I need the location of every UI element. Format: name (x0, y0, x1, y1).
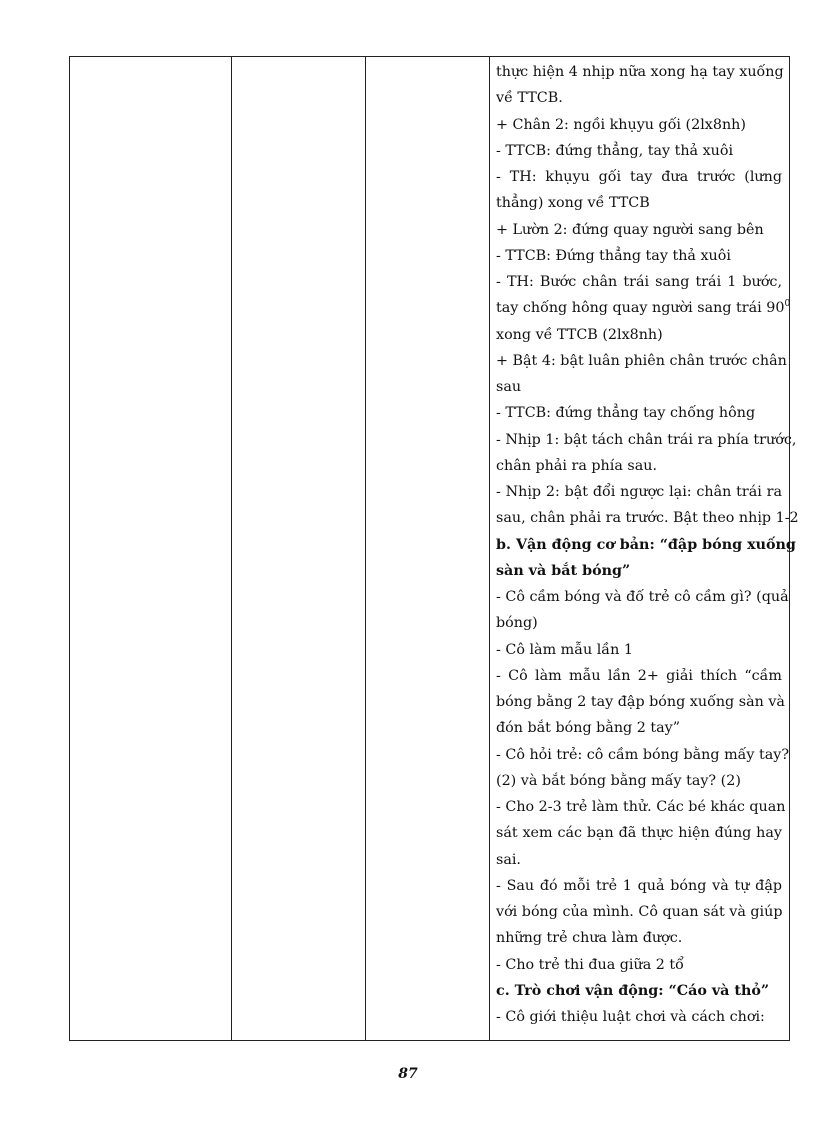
text-line: - Nhịp 2: bật đổi ngược lại: chân trái ra (496, 484, 782, 500)
text-line: - TH: khụyu gối tay đưa trước (lưng (496, 169, 782, 185)
lesson-table (69, 56, 799, 1041)
text-line: + Lườn 2: đứng quay người sang bên (496, 221, 764, 238)
table-row (70, 57, 790, 1041)
text-line: - Cho 2-3 trẻ làm thử. Các bé khác quan (496, 799, 786, 815)
text-line: sai. (496, 851, 521, 868)
text-line: với bóng của mình. Cô quan sát và giúp (496, 904, 783, 920)
text-line: - TH: Bước chân trái sang trái 1 bước, (496, 274, 782, 290)
text-line-part: tay chống hông quay người sang trái 90 (496, 300, 785, 317)
text-line: - TTCB: đứng thẳng, tay thả xuôi (496, 142, 734, 159)
text-line: thẳng) xong về TTCB (496, 195, 650, 212)
text-line: - Cô làm mẫu lần 2+ giải thích “cầm (496, 667, 782, 684)
text-line: bóng) (496, 615, 538, 632)
text-line (496, 295, 791, 321)
text-line: - Nhịp 1: bật tách chân trái ra phía trước, (496, 431, 797, 448)
text-line: + Bật 4: bật luân phiên chân trước chân (496, 352, 787, 369)
text-line: - Cho trẻ thi đua giữa 2 tổ (496, 956, 684, 973)
activity-content-cell (490, 57, 799, 1041)
text-line: xong về TTCB (2lx8nh) (496, 326, 663, 343)
section-heading: c. Trò chơi vận động: “Cáo và thỏ” (496, 982, 770, 999)
text-line: chân phải ra phía sau. (496, 457, 658, 474)
degree-superscript: 0 (784, 299, 791, 310)
text-line: những trẻ chưa làm được. (496, 930, 683, 947)
text-line: bóng bằng 2 tay đập bóng xuống sàn và (496, 694, 785, 710)
section-heading-continued: sàn và bắt bóng” (496, 562, 631, 579)
text-line: - Cô cầm bóng và đố trẻ cô cầm gì? (quả (496, 589, 789, 605)
text-line: về TTCB. (496, 90, 563, 107)
section-heading: b. Vận động cơ bản: “đập bóng xuống (496, 536, 796, 553)
text-line: - TTCB: đứng thẳng tay chống hông (496, 405, 756, 422)
text-line: sau, chân phải ra trước. Bật theo nhịp 1-2 (496, 510, 799, 527)
text-line: + Chân 2: ngồi khụyu gối (2lx8nh) (496, 116, 746, 133)
empty-cell-2 (232, 57, 366, 1041)
text-line: thực hiện 4 nhịp nữa xong hạ tay xuống (496, 64, 784, 80)
text-line: đón bắt bóng bằng 2 tay” (496, 720, 681, 737)
text-line: (2) và bắt bóng bằng mấy tay? (2) (496, 772, 741, 789)
page-number: 87 (398, 1066, 418, 1082)
text-line: - TTCB: Đứng thẳng tay thả xuôi (496, 247, 731, 264)
text-line: sau (496, 379, 522, 395)
text-line: - Cô hỏi trẻ: cô cầm bóng bằng mấy tay? (496, 746, 790, 763)
empty-cell-3 (366, 57, 490, 1041)
text-line: - Cô làm mẫu lần 1 (496, 641, 633, 658)
text-line: - Sau đó mỗi trẻ 1 quả bóng và tự đập (496, 877, 782, 894)
text-line: - Cô giới thiệu luật chơi và cách chơi: (496, 1009, 765, 1025)
text-line: sát xem các bạn đã thực hiện đúng hay (496, 825, 782, 842)
empty-cell-1 (70, 57, 232, 1041)
